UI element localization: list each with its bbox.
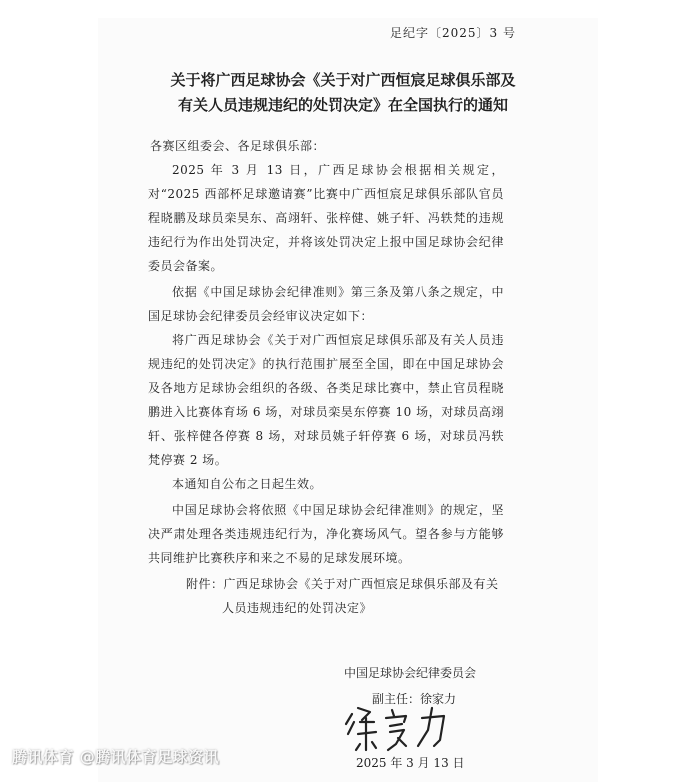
paragraph-effective: 本通知自公布之日起生效。 — [172, 477, 323, 491]
paragraph-statement: 中国足球协会将依照《中国足球协会纪律准则》的规定，坚决严肃处理各类违规违纪行为，净化赛场风气。望各参与方能够共同维护比赛秩序和来之不易的足球发展环境。 — [148, 503, 504, 565]
document-body — [148, 134, 504, 620]
title-line-2: 有关人员违规违纪的处罚决定》在全国执行的通知 — [177, 96, 508, 114]
document-title — [130, 68, 556, 118]
attachment — [148, 572, 504, 620]
signatory-title: 副主任：徐家力 — [371, 692, 456, 706]
attachment-line-2: 人员违规违纪的处罚决定》 — [222, 601, 373, 615]
issuing-organization: 中国足球协会纪律委员会 — [343, 666, 476, 680]
addressee: 各赛区组委会、各足球俱乐部： — [150, 139, 326, 153]
paragraph-background: 2025 年 3 月 13 日，广西足球协会根据相关规定，对“2025 西部杯足球邀请赛”比赛中广西恒宸足球俱乐部队官员程晓鹏及球员栾昊东、高翊轩、张梓健、姚子轩、冯轶梵的违规违纪行为作出处罚决定，并将该处罚决定上报中国足球协会纪律委员会备案。 — [148, 163, 504, 273]
paragraph-decision: 将广西足球协会《关于对广西恒宸足球俱乐部及有关人员违规违纪的处罚决定》的执行范围扩展至全国，即在中国足球协会及各地方足球协会组织的各级、各类足球比赛中，禁止官员程晓鹏进入比赛体育场 6 场，对球员栾昊东停赛 10 场，对球员高翊轩、张梓健各停赛 8 场，对球员姚子轩停赛 6 场，对球员冯轶梵停赛 2 场。 — [148, 333, 504, 467]
signing-date: 2025 年 3 月 13 日 — [356, 756, 465, 770]
source-watermark: 腾讯体育 @腾讯体育足球资讯 — [12, 748, 220, 766]
handwritten-signature — [340, 700, 460, 756]
paragraph-basis: 依据《中国足球协会纪律准则》第三条及第八条之规定，中国足球协会纪律委员会经审议决定如下： — [148, 285, 504, 323]
document-number: 足纪字〔2025〕3 号 — [390, 26, 516, 40]
title-line-1: 关于将广西足球协会《关于对广西恒宸足球俱乐部及 — [170, 71, 516, 89]
attachment-line-1: 附件：广西足球协会《关于对广西恒宸足球俱乐部及有关 — [186, 577, 499, 591]
